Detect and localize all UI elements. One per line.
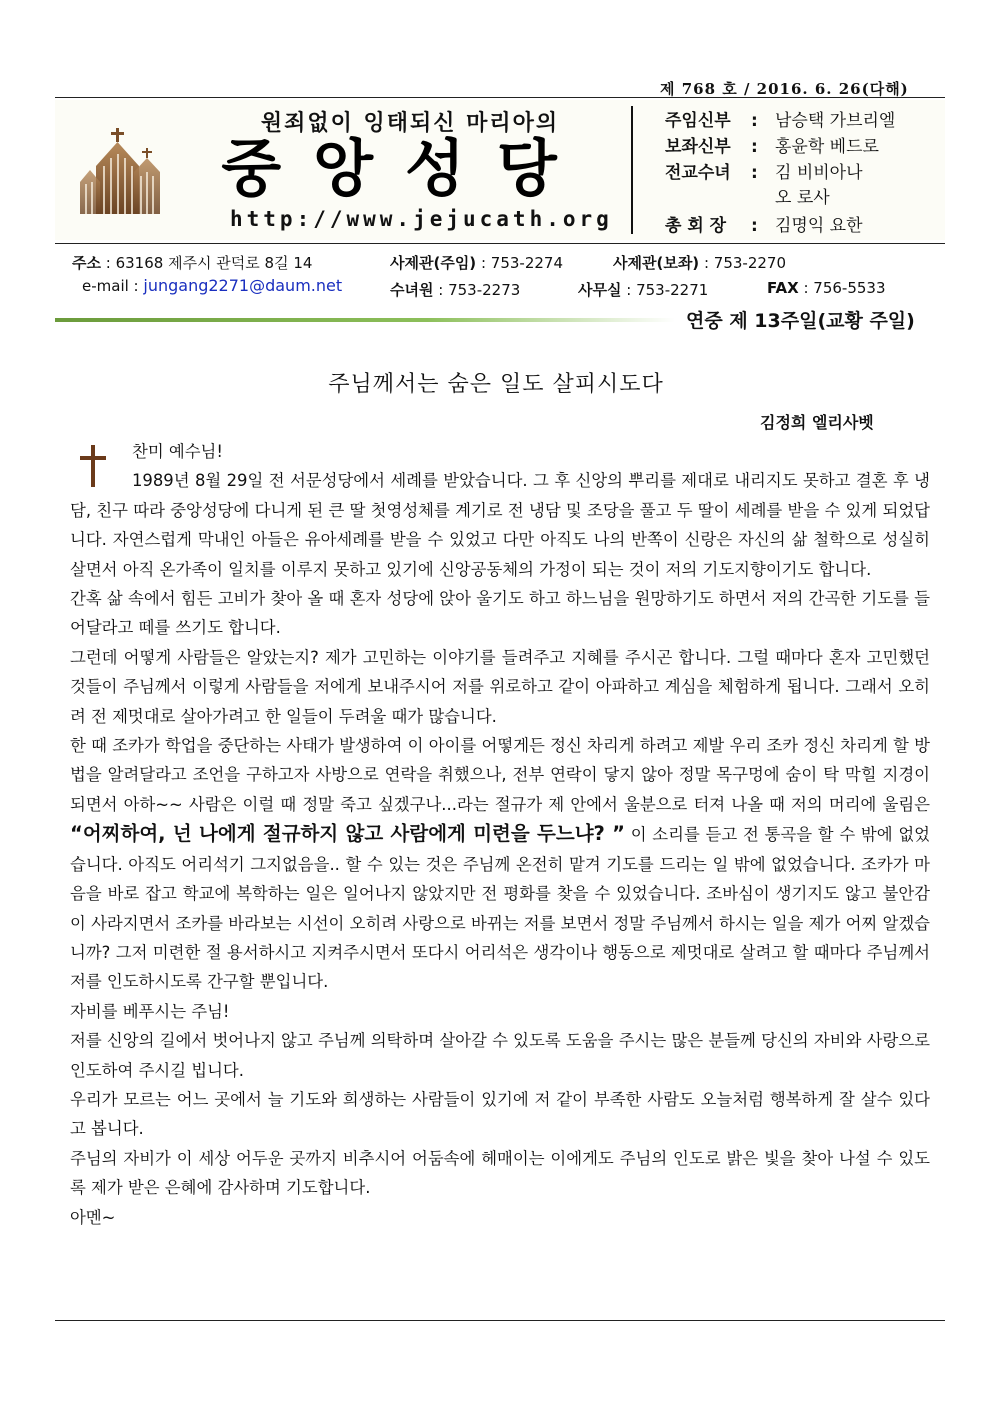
convent: 수녀원 : 753-2273: [390, 281, 521, 299]
staff-name: 김명익 요한: [775, 216, 863, 236]
staff-name: 오 로사: [775, 188, 830, 208]
staff-name: 홍윤학 베드로: [775, 137, 879, 157]
staff-role: 총 회 장: [665, 216, 727, 236]
website-url[interactable]: http://www.jejucath.org: [230, 207, 613, 231]
paragraph: 자비를 베푸시는 주님!: [70, 1001, 230, 1021]
staff-sister-2: [665, 183, 830, 208]
email-link[interactable]: jungang2271@daum.net: [143, 276, 343, 295]
staff-assistant: 보좌신부 : 홍윤학 베드로: [665, 132, 879, 157]
liturgical-sunday: 연중 제 13주일(교황 주일): [686, 310, 915, 332]
parish-title: 중앙성당: [221, 132, 589, 205]
fax: FAX : 756-5533: [767, 279, 886, 297]
email-row: e-mail : jungang2271@daum.net: [82, 276, 343, 295]
top-rule: [55, 97, 945, 98]
issue-number: 제 768 호 / 2016. 6. 26(다해): [660, 80, 909, 98]
staff-sister-1: 전교수녀 : 김 비비아나: [665, 158, 863, 183]
rectory-main: 사제관(주임) : 753-2274: [390, 254, 563, 272]
rectory-assistant: 사제관(보좌) : 753-2270: [613, 254, 786, 272]
bottom-rule: [55, 1320, 945, 1321]
article-body: [70, 437, 930, 1232]
article-title: 주님께서는 숨은 일도 살피시도다: [328, 372, 664, 397]
staff-name: 남승택 가브리엘: [775, 111, 896, 131]
staff-role: 전교수녀: [665, 163, 731, 183]
paragraph: 주님의 자비가 이 세상 어두운 곳까지 비추시어 어둠속에 헤매이는 이에게도 주님의 인도로 밝은 빛을 찾아 나설 수 있도록 제가 받은 은혜에 감사하며 기도합니다.: [70, 1148, 930, 1198]
accent-line: [55, 318, 675, 322]
paragraph: 저를 신앙의 길에서 벗어나지 않고 주님께 의탁하며 살아갈 수 있도록 도움을 주시는 많은 분들께 당신의 자비와 사랑으로 인도하여 주시길 빕니다.: [70, 1031, 930, 1080]
staff-pastor: 주임신부 : 남승택 가브리엘: [665, 106, 895, 131]
paragraph: 한 때 조카가 학업을 중단하는 사태가 발생하여 이 아이를 어떻게든 정신 차리게 하려고 제발 우리 조카 정신 차리게 할 방법을 알려달라고 조언을 구하고자 사방으로 연락을 취했으나, 전부 연락이 닿지 않아 정말 목구멍에 숨이 탁 막힐 지경이 되면서 아하~~ 사람은 이럴 때 정말 죽고 싶겠구나...라는 절규가 제 안에서 울분으로 터져 나올 때 저의 머리에 울림은 “어찌하여, 넌 나에게 절규하지 않고 사람에게 미련을 두느냐? ” 이 소리를 듣고 전 통곡을 할 수 밖에 없었습니다. 아직도 어리석기 그지없음을.. 할 수 있는 것은 주님께 온전히 맡겨 기도를 드리는 일 밖에 없었습니다. 조카가 마음을 바로 잡고 학교에 복학하는 일은 일어나지 않았지만 전 평화를 찾을 수 있었습니다. 조바심이 생기지도 않고 불안감이 사라지면서 조카를 바라보는 시선이 오히려 사랑으로 바뀌는 저를 보면서 정말 주님께서 하시는 일을 제가 어찌 알겠습니까? 그저 미련한 절 용서하시고 지켜주시면서 또다시 어리석은 생각이나 행동으로 제멋대로 살려고 할 때마다 주님께서 저를 인도하시도록 간구할 뿐입니다.: [70, 736, 930, 992]
church-logo-icon: [76, 126, 166, 218]
header-divider: [631, 106, 633, 234]
header-subtitle: 원죄없이 잉태되신 마리아의: [260, 111, 560, 136]
info-rule: [55, 243, 945, 244]
staff-name: 김 비비아나: [775, 163, 863, 183]
paragraph: 1989년 8월 29일 전 서문성당에서 세례를 받았습니다. 그 후 신앙의 뿌리를 제대로 내리지도 못하고 결혼 후 냉담, 친구 따라 중앙성당에 다니게 된 큰 딸 첫영성체를 계기로 전 냉담 및 조당을 풀고 두 딸이 세례를 받을 수 있게 되었답니다. 자연스럽게 막내인 아들은 유아세례를 받을 수 있었고 다만 아직도 나의 반쪽이 신랑은 자신의 삶 철학으로 성실히 살면서 아직 온가족이 일치를 이루지 못하고 있기에 신앙공동체의 가정이 되는 것이 저의 기도지향이기도 합니다.: [70, 471, 930, 579]
article-author: 김정희 엘리사벳: [760, 413, 874, 432]
staff-role: 주임신부: [665, 111, 731, 131]
staff-president: 총 회 장 : 김명익 요한: [665, 211, 863, 236]
paragraph: 그런데 어떻게 사람들은 알았는지? 제가 고민하는 이야기를 들려주고 지혜를 주시곤 합니다. 그럴 때마다 혼자 고민했던 것들이 주님께서 이렇게 사람들을 저에게 보내주시어 저를 위로하고 같이 아파하고 계심을 체험하게 됩니다. 그래서 오히려 전 제멋대로 살아가려고 한 일들이 두려울 때가 많습니다.: [70, 647, 930, 726]
staff-role: 보좌신부: [665, 137, 731, 157]
address-label: 주소: [72, 254, 101, 272]
office: 사무실 : 753-2271: [578, 281, 709, 299]
paragraph: 간혹 삶 속에서 힘든 고비가 찾아 올 때 혼자 성당에 앉아 울기도 하고 하느님을 원망하기도 하면서 저의 간곡한 기도를 들어달라고 떼를 쓰기도 합니다.: [70, 589, 930, 638]
paragraph: 아멘~: [70, 1207, 116, 1227]
quote: “어찌하여, 넌 나에게 절규하지 않고 사람에게 미련을 두느냐? ”: [70, 822, 625, 846]
address: 주소 : 63168 제주시 관덕로 8길 14: [72, 254, 313, 272]
greeting: 찬미 예수님!: [132, 442, 223, 461]
paragraph: 우리가 모르는 어느 곳에서 늘 기도와 희생하는 사람들이 있기에 저 같이 부족한 사람도 오늘처럼 행복하게 잘 살수 있다고 봅니다.: [70, 1089, 930, 1139]
